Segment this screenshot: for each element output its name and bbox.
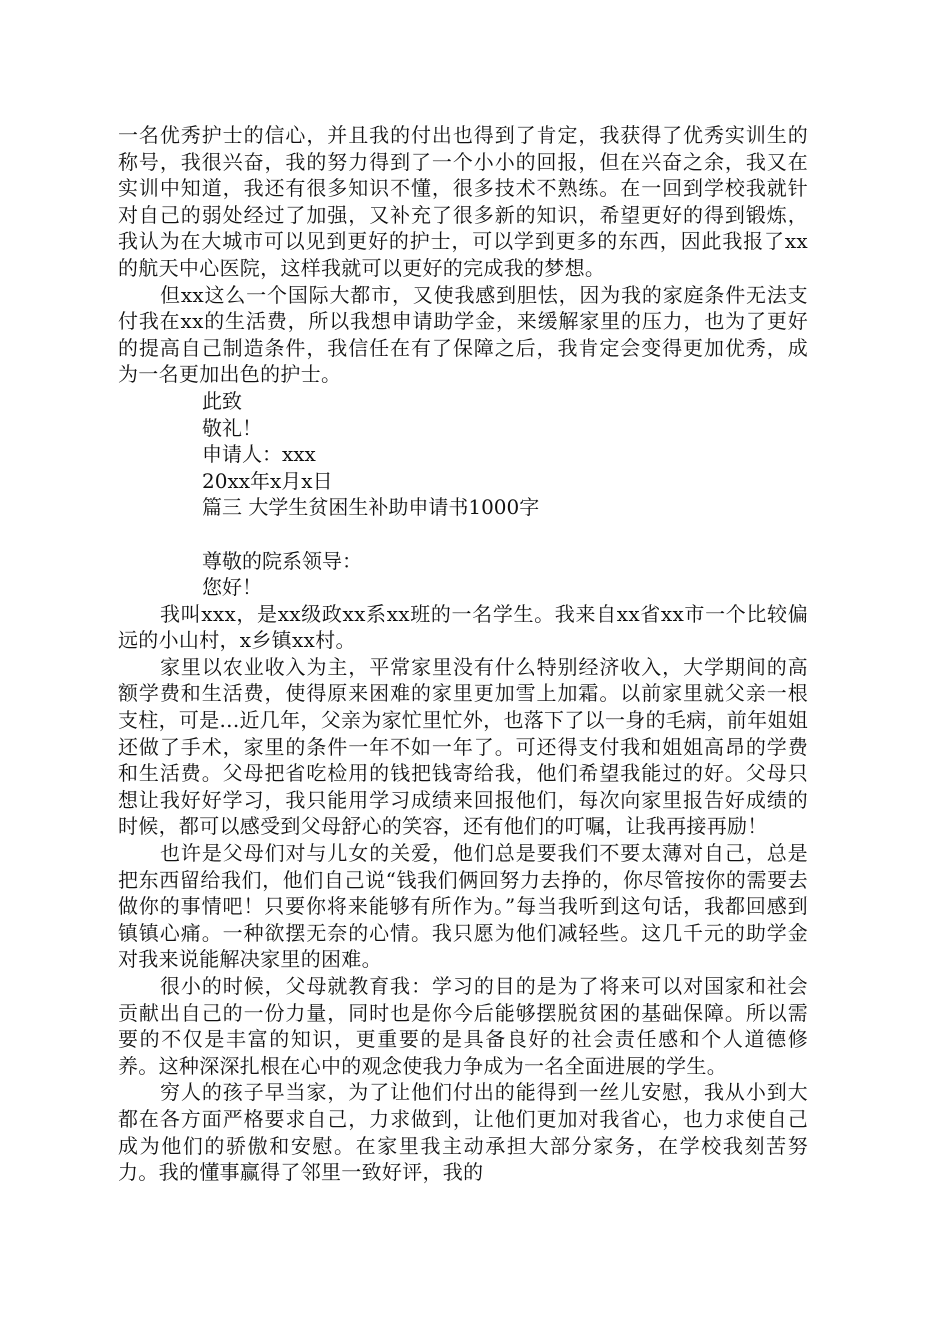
paragraph-family-situation: 家里以农业收入为主，平常家里没有什么特别经济收入，大学期间的高额学费和生活费，使得原来困难的家里更加雪上加霜。以前家里就父亲一根支柱，可是...近几年，父亲为家忙里忙外，也落下了以一身的毛病，前年姐姐还做了手术，家里的条件一年不如一年了。可还得支付我和姐姐高昂的学费和生活费。父母把省吃检用的钱把钱寄给我，他们希望我能过的好。父母只想让我好好学习，我只能用学习成绩来回报他们，每次向家里报告好成绩的时候，都可以感受到父母舒心的笑容，还有他们的叮嘱，让我再接再励！ — [118, 654, 808, 839]
paragraph-introduction: 我叫xxx，是xx级政xx系xx班的一名学生。我来自xx省xx市一个比较偏远的小山村，x乡镇xx村。 — [118, 601, 808, 653]
paragraph-self-discipline: 穷人的孩子早当家，为了让他们付出的能得到一丝儿安慰，我从小到大都在各方面严格要求自己，力求做到，让他们更加对我省心，也力求使自己成为他们的骄傲和安慰。在家里我主动承担大部分家务，在学校我刻苦努力。我的懂事赢得了邻里一致好评，我的 — [118, 1080, 808, 1185]
blank-line — [118, 521, 808, 548]
paragraph-parents-care: 也许是父母们对与儿女的关爱，他们总是要我们不要太薄对自己，总是把东西留给我们，他们自己说“钱我们俩回努力去挣的，你尽管按你的需要去做你的事情吧！只要你将来能够有所作为。”每当我听到这句话，我都回感到镇镇心痛。一种欲摆无奈的心情。我只愿为他们减轻些。这几千元的助学金对我来说能解决家里的困难。 — [118, 841, 808, 972]
closing-regards: 敬礼！ — [202, 415, 262, 440]
paragraph-continuation: 一名优秀护士的信心，并且我的付出也得到了肯定，我获得了优秀实训生的称号，我很兴奋，我的努力得到了一个小小的回报，但在兴奋之余，我又在实训中知道，我还有很多知识不懂，很多技术不熟练。在一回到学校我就针对自己的弱处经过了加强，又补充了很多新的知识，希望更好的得到锻炼，我认为在大城市可以见到更好的护士，可以学到更多的东西，因此我报了xx的航天中心医院，这样我就可以更好的完成我的梦想。 — [118, 123, 808, 280]
document-page — [118, 122, 808, 1186]
letter-hello: 您好！ — [202, 575, 262, 600]
letter-greeting: 尊敬的院系领导： — [202, 548, 362, 573]
applicant-signature: 申请人：xxx — [202, 442, 316, 467]
paragraph-financial-need: 但xx这么一个国际大都市，又使我感到胆怯，因为我的家庭条件无法支付我在xx的生活费，所以我想申请助学金，来缓解家里的压力，也为了更好的提高自己制造条件，我信任在有了保障之后，我肯定会变得更加优秀，成为一名更加出色的护士。 — [118, 282, 808, 387]
paragraph-education-values: 很小的时候，父母就教育我：学习的目的是为了将来可以对国家和社会贡献出自己的一份力量，同时也是你今后能够摆脱贫困的基础保障。所以需要的不仅是丰富的知识，更重要的是具备良好的社会责任感和个人道德修养。这种深深扎根在心中的观念使我力争成为一名全面进展的学生。 — [118, 974, 808, 1078]
letter-date: 20xx年x月x日 — [202, 468, 333, 493]
section-title: 篇三 大学生贫困生补助申请书1000字 — [202, 495, 540, 520]
closing-salutation: 此致 — [202, 388, 242, 413]
